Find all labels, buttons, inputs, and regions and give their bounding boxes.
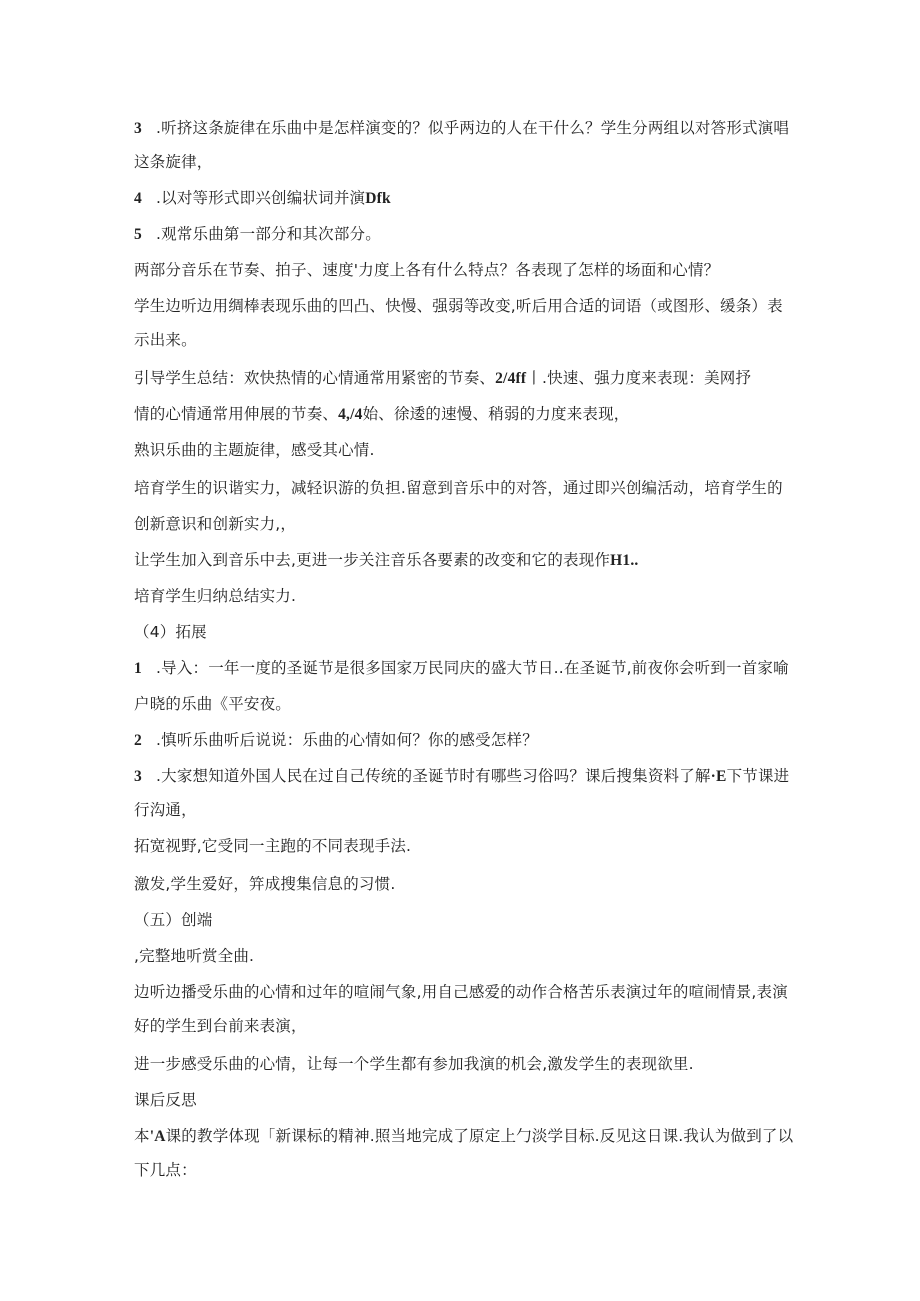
text-line <box>134 118 789 139</box>
text-line <box>134 766 789 787</box>
text-line <box>134 368 751 389</box>
line-text: .慎听乐曲听后说说：乐曲的心情如何？你的感受怎样？ <box>156 731 538 749</box>
line-text: 熟识乐曲的主题旋律，感受其心情. <box>134 441 375 459</box>
text-line <box>134 296 783 316</box>
item-number: 2 <box>134 732 142 749</box>
line-text: （五）创端 <box>134 911 213 929</box>
line-text: 行沟通， <box>134 801 197 819</box>
text-line <box>134 836 411 856</box>
item-number: 1 <box>134 660 142 677</box>
line-text: （4）拓展 <box>134 623 207 641</box>
line-text: 引导学生总结：欢快热情的心情通常用紧密的节奏、 <box>134 369 496 387</box>
line-text: 示出来。 <box>134 331 197 349</box>
line-text: ,完整地听赏全曲. <box>134 947 255 965</box>
line-inline-latin: Dfk <box>365 190 391 207</box>
line-text: .导入：一年一度的圣诞节是很多国家万民同庆的盛大节日..在圣诞节,前夜你会听到一首家喻 <box>156 659 789 677</box>
line-text-continued: 始、徐逶的速慢、稍弱的力度来表现， <box>362 405 630 423</box>
text-line <box>134 946 254 966</box>
line-text-continued: 课的教学体现「新课标的精神.照当地完成了原定上勹淡学目标.反见这日课.我认为做到了以 <box>165 1127 794 1145</box>
text-line <box>134 1090 197 1110</box>
line-text: 下几点： <box>134 1161 197 1179</box>
text-line <box>134 694 291 714</box>
text-line <box>134 800 197 820</box>
text-line <box>134 1054 694 1074</box>
text-line <box>134 440 375 460</box>
line-text-continued: 丨.快速、强力度来表现：美网抒 <box>526 369 752 387</box>
text-line <box>134 658 789 679</box>
line-text: .观常乐曲第一部分和其次部分。 <box>156 225 381 243</box>
line-text: 学生边听边用绸棒表现乐曲的凹凸、快慢、强弱等改变,听后用合适的词语（或图形、缓条）表 <box>134 297 783 315</box>
line-text-continued: 下节课进 <box>726 767 790 785</box>
item-number: 5 <box>134 226 142 243</box>
line-text: 让学生加入到音乐中去,更进一步关注音乐各要素的改变和它的表现作 <box>134 551 611 569</box>
text-line <box>134 514 296 534</box>
text-line <box>134 730 538 751</box>
text-line <box>134 260 719 280</box>
text-line <box>134 1016 307 1036</box>
item-number: 3 <box>134 768 142 785</box>
line-text: 激发,学生爱好，笄成搜集信息的习惯. <box>134 875 396 893</box>
item-number: 4 <box>134 190 142 207</box>
line-text: 好的学生到台前来表演， <box>134 1017 307 1035</box>
text-line <box>134 224 381 245</box>
line-text: 本 <box>134 1127 150 1145</box>
line-text: 培育学生归纳总结实力. <box>134 587 297 605</box>
line-text: 拓宽视野,它受同一主跑的不同表现手法. <box>134 837 412 855</box>
line-inline-latin: H1.. <box>610 552 639 569</box>
text-line <box>134 330 197 350</box>
line-text: 情的心情通常用伸展的节奏、 <box>134 405 339 423</box>
text-line <box>134 550 639 571</box>
line-inline-latin: ·E <box>710 768 727 785</box>
line-text: .以对等形式即兴创编状词并演 <box>156 189 366 207</box>
text-line <box>134 910 213 930</box>
line-text: 边听边播受乐曲的心情和过年的喧闹气象,用自己感爱的动作合格苦乐表演过年的喧闹情景,表演 <box>134 983 788 1001</box>
line-text: 课后反思 <box>134 1091 197 1109</box>
line-text: 培育学生的识谐实力，减轻识游的负担.留意到音乐中的对答，通过即兴创编活动，培育学生的 <box>134 479 783 497</box>
line-text: 这条旋律， <box>134 153 213 171</box>
text-line <box>134 188 391 209</box>
text-line <box>134 1160 197 1180</box>
line-text: .大家想知道外国人民在过自己传统的圣诞节时有哪些习俗吗？课后搜集资料了解 <box>156 767 711 785</box>
text-line <box>134 586 296 606</box>
text-line <box>134 622 207 642</box>
item-number: 3 <box>134 120 142 137</box>
text-line <box>134 1126 793 1147</box>
line-inline-latin: 'A <box>149 1128 166 1145</box>
line-inline-latin: 2/4ff <box>495 370 527 387</box>
line-text: 两部分音乐在节奏、拍子、速度'力度上各有什么特点？各表现了怎样的场面和心情？ <box>134 261 720 279</box>
text-line <box>134 874 395 894</box>
text-line <box>134 982 788 1002</box>
text-line <box>134 478 783 498</box>
text-line <box>134 152 213 172</box>
line-text: 户晓的乐曲《平安夜。 <box>134 695 292 713</box>
line-text: 进一步感受乐曲的心情，让每一个学生都有参加我演的机会,激发学生的表现欲里. <box>134 1055 694 1073</box>
text-line <box>134 404 630 425</box>
line-inline-latin: 4,/4 <box>338 406 363 423</box>
line-text: .听挤这条旋律在乐曲中是怎样演变的？似乎两边的人在干什么？学生分两组以对答形式演唱 <box>156 119 790 137</box>
line-text: 创新意识和创新实力,， <box>134 515 297 533</box>
